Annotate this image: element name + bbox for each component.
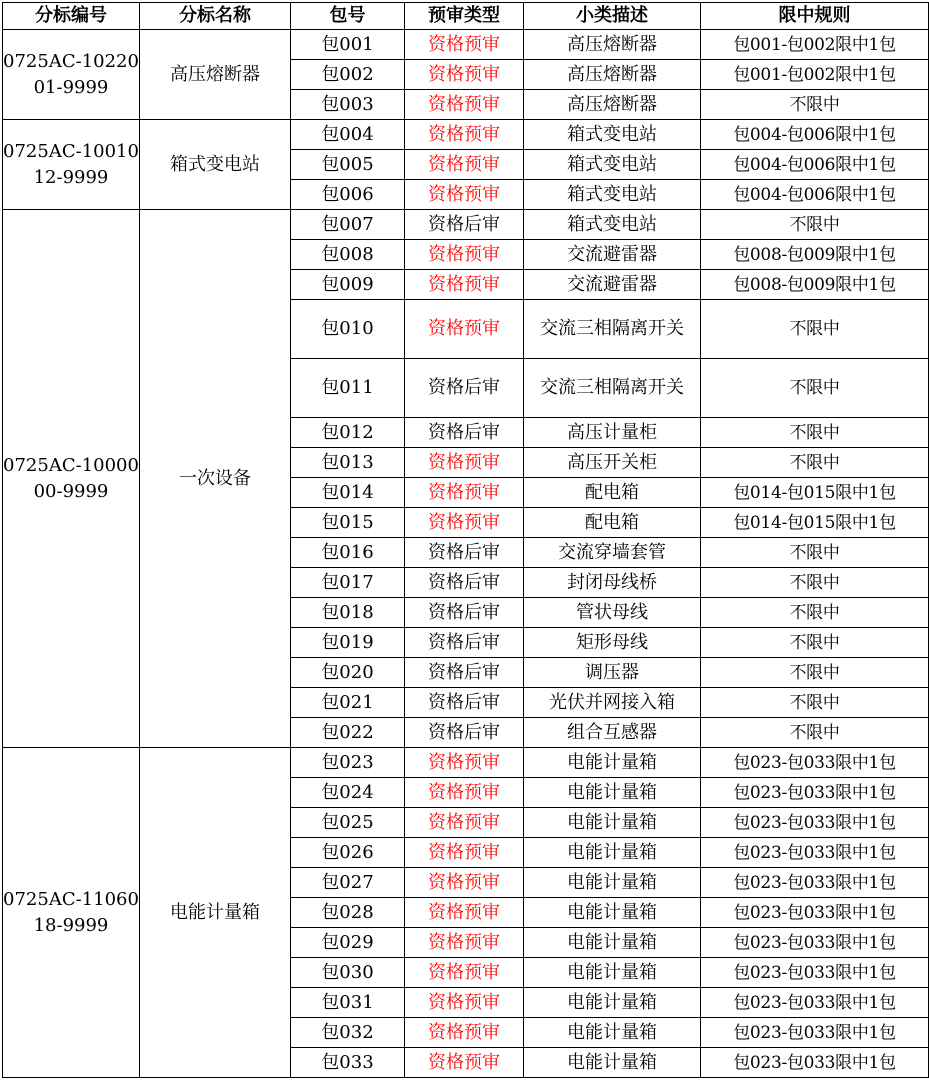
category-description: 箱式变电站 <box>524 120 701 150</box>
table-row <box>3 30 929 60</box>
limit-rule: 包023-包033限中1包 <box>701 838 929 868</box>
category-description: 高压熔断器 <box>524 60 701 90</box>
review-type: 资格预审 <box>405 150 524 180</box>
limit-rule: 不限中 <box>701 359 929 418</box>
limit-rule: 包023-包033限中1包 <box>701 1048 929 1078</box>
table-row <box>3 748 929 778</box>
category-description: 高压熔断器 <box>524 90 701 120</box>
package-number: 包018 <box>291 598 405 628</box>
review-type: 资格后审 <box>405 658 524 688</box>
limit-rule: 包023-包033限中1包 <box>701 868 929 898</box>
limit-rule: 不限中 <box>701 538 929 568</box>
review-type: 资格预审 <box>405 958 524 988</box>
category-description: 管状母线 <box>524 598 701 628</box>
review-type: 资格后审 <box>405 688 524 718</box>
package-number: 包026 <box>291 838 405 868</box>
review-type: 资格预审 <box>405 60 524 90</box>
limit-rule: 包023-包033限中1包 <box>701 778 929 808</box>
category-description: 电能计量箱 <box>524 898 701 928</box>
review-type: 资格后审 <box>405 359 524 418</box>
category-description: 电能计量箱 <box>524 748 701 778</box>
category-description: 箱式变电站 <box>524 180 701 210</box>
limit-rule: 不限中 <box>701 718 929 748</box>
limit-rule: 包023-包033限中1包 <box>701 808 929 838</box>
package-number: 包021 <box>291 688 405 718</box>
limit-rule: 包014-包015限中1包 <box>701 508 929 538</box>
category-description: 配电箱 <box>524 478 701 508</box>
package-number: 包017 <box>291 568 405 598</box>
category-description: 交流三相隔离开关 <box>524 300 701 359</box>
table-row <box>3 210 929 240</box>
category-description: 电能计量箱 <box>524 838 701 868</box>
review-type: 资格预审 <box>405 448 524 478</box>
limit-rule: 不限中 <box>701 300 929 359</box>
package-number: 包024 <box>291 778 405 808</box>
review-type: 资格后审 <box>405 568 524 598</box>
package-number: 包030 <box>291 958 405 988</box>
limit-rule: 不限中 <box>701 628 929 658</box>
category-description: 箱式变电站 <box>524 150 701 180</box>
category-description: 箱式变电站 <box>524 210 701 240</box>
section-name: 电能计量箱 <box>140 748 291 1078</box>
package-number: 包007 <box>291 210 405 240</box>
package-number: 包022 <box>291 718 405 748</box>
limit-rule: 包001-包002限中1包 <box>701 60 929 90</box>
package-number: 包013 <box>291 448 405 478</box>
package-number: 包029 <box>291 928 405 958</box>
section-name: 高压熔断器 <box>140 30 291 120</box>
review-type: 资格预审 <box>405 898 524 928</box>
category-description: 交流穿墙套管 <box>524 538 701 568</box>
category-description: 电能计量箱 <box>524 868 701 898</box>
limit-rule: 不限中 <box>701 598 929 628</box>
limit-rule: 包023-包033限中1包 <box>701 1018 929 1048</box>
review-type: 资格预审 <box>405 868 524 898</box>
category-description: 组合互感器 <box>524 718 701 748</box>
limit-rule: 包004-包006限中1包 <box>701 150 929 180</box>
package-number: 包001 <box>291 30 405 60</box>
package-number: 包025 <box>291 808 405 838</box>
category-description: 调压器 <box>524 658 701 688</box>
limit-rule: 不限中 <box>701 568 929 598</box>
header-review-type: 预审类型 <box>405 3 524 30</box>
table-row <box>3 120 929 150</box>
review-type: 资格预审 <box>405 1018 524 1048</box>
limit-rule: 不限中 <box>701 658 929 688</box>
limit-rule: 包001-包002限中1包 <box>701 30 929 60</box>
package-number: 包011 <box>291 359 405 418</box>
review-type: 资格预审 <box>405 838 524 868</box>
review-type: 资格预审 <box>405 478 524 508</box>
section-code: 0725AC-1000000-9999 <box>3 210 140 748</box>
section-code: 0725AC-1106018-9999 <box>3 748 140 1078</box>
category-description: 交流避雷器 <box>524 240 701 270</box>
header-rule: 限中规则 <box>701 3 929 30</box>
header-row <box>3 3 929 30</box>
review-type: 资格后审 <box>405 598 524 628</box>
review-type: 资格预审 <box>405 1048 524 1078</box>
package-number: 包010 <box>291 300 405 359</box>
package-number: 包012 <box>291 418 405 448</box>
review-type: 资格后审 <box>405 538 524 568</box>
header-description: 小类描述 <box>524 3 701 30</box>
review-type: 资格预审 <box>405 120 524 150</box>
category-description: 电能计量箱 <box>524 1018 701 1048</box>
category-description: 高压计量柜 <box>524 418 701 448</box>
review-type: 资格预审 <box>405 988 524 1018</box>
package-number: 包033 <box>291 1048 405 1078</box>
package-number: 包032 <box>291 1018 405 1048</box>
package-number: 包031 <box>291 988 405 1018</box>
section-code: 0725AC-1001012-9999 <box>3 120 140 210</box>
header-name: 分标名称 <box>140 3 291 30</box>
section-code: 0725AC-1022001-9999 <box>3 30 140 120</box>
review-type: 资格预审 <box>405 778 524 808</box>
limit-rule: 包008-包009限中1包 <box>701 240 929 270</box>
package-number: 包020 <box>291 658 405 688</box>
limit-rule: 包004-包006限中1包 <box>701 180 929 210</box>
category-description: 配电箱 <box>524 508 701 538</box>
category-description: 交流避雷器 <box>524 270 701 300</box>
package-number: 包002 <box>291 60 405 90</box>
limit-rule: 不限中 <box>701 210 929 240</box>
review-type: 资格预审 <box>405 808 524 838</box>
package-number: 包027 <box>291 868 405 898</box>
review-type: 资格预审 <box>405 748 524 778</box>
header-package: 包号 <box>291 3 405 30</box>
package-number: 包019 <box>291 628 405 658</box>
category-description: 电能计量箱 <box>524 778 701 808</box>
limit-rule: 包023-包033限中1包 <box>701 928 929 958</box>
limit-rule: 包023-包033限中1包 <box>701 958 929 988</box>
review-type: 资格后审 <box>405 418 524 448</box>
limit-rule: 不限中 <box>701 418 929 448</box>
review-type: 资格预审 <box>405 30 524 60</box>
limit-rule: 包023-包033限中1包 <box>701 988 929 1018</box>
review-type: 资格预审 <box>405 508 524 538</box>
review-type: 资格后审 <box>405 210 524 240</box>
category-description: 矩形母线 <box>524 628 701 658</box>
category-description: 高压开关柜 <box>524 448 701 478</box>
review-type: 资格后审 <box>405 628 524 658</box>
review-type: 资格预审 <box>405 90 524 120</box>
limit-rule: 包023-包033限中1包 <box>701 898 929 928</box>
review-type: 资格预审 <box>405 300 524 359</box>
category-description: 电能计量箱 <box>524 988 701 1018</box>
package-number: 包023 <box>291 748 405 778</box>
package-number: 包003 <box>291 90 405 120</box>
package-number: 包009 <box>291 270 405 300</box>
limit-rule: 包023-包033限中1包 <box>701 748 929 778</box>
category-description: 电能计量箱 <box>524 928 701 958</box>
category-description: 光伏并网接入箱 <box>524 688 701 718</box>
package-number: 包008 <box>291 240 405 270</box>
review-type: 资格预审 <box>405 180 524 210</box>
review-type: 资格预审 <box>405 270 524 300</box>
review-type: 资格预审 <box>405 240 524 270</box>
package-table <box>2 2 929 1078</box>
package-number: 包028 <box>291 898 405 928</box>
section-name: 箱式变电站 <box>140 120 291 210</box>
package-number: 包014 <box>291 478 405 508</box>
category-description: 封闭母线桥 <box>524 568 701 598</box>
limit-rule: 不限中 <box>701 688 929 718</box>
limit-rule: 不限中 <box>701 90 929 120</box>
category-description: 电能计量箱 <box>524 808 701 838</box>
category-description: 高压熔断器 <box>524 30 701 60</box>
category-description: 交流三相隔离开关 <box>524 359 701 418</box>
limit-rule: 包014-包015限中1包 <box>701 478 929 508</box>
limit-rule: 包008-包009限中1包 <box>701 270 929 300</box>
category-description: 电能计量箱 <box>524 1048 701 1078</box>
category-description: 电能计量箱 <box>524 958 701 988</box>
section-name: 一次设备 <box>140 210 291 748</box>
package-number: 包006 <box>291 180 405 210</box>
header-code: 分标编号 <box>3 3 140 30</box>
limit-rule: 包004-包006限中1包 <box>701 120 929 150</box>
package-number: 包005 <box>291 150 405 180</box>
package-number: 包015 <box>291 508 405 538</box>
package-number: 包004 <box>291 120 405 150</box>
review-type: 资格预审 <box>405 928 524 958</box>
review-type: 资格后审 <box>405 718 524 748</box>
package-number: 包016 <box>291 538 405 568</box>
limit-rule: 不限中 <box>701 448 929 478</box>
table-body <box>3 30 929 1078</box>
